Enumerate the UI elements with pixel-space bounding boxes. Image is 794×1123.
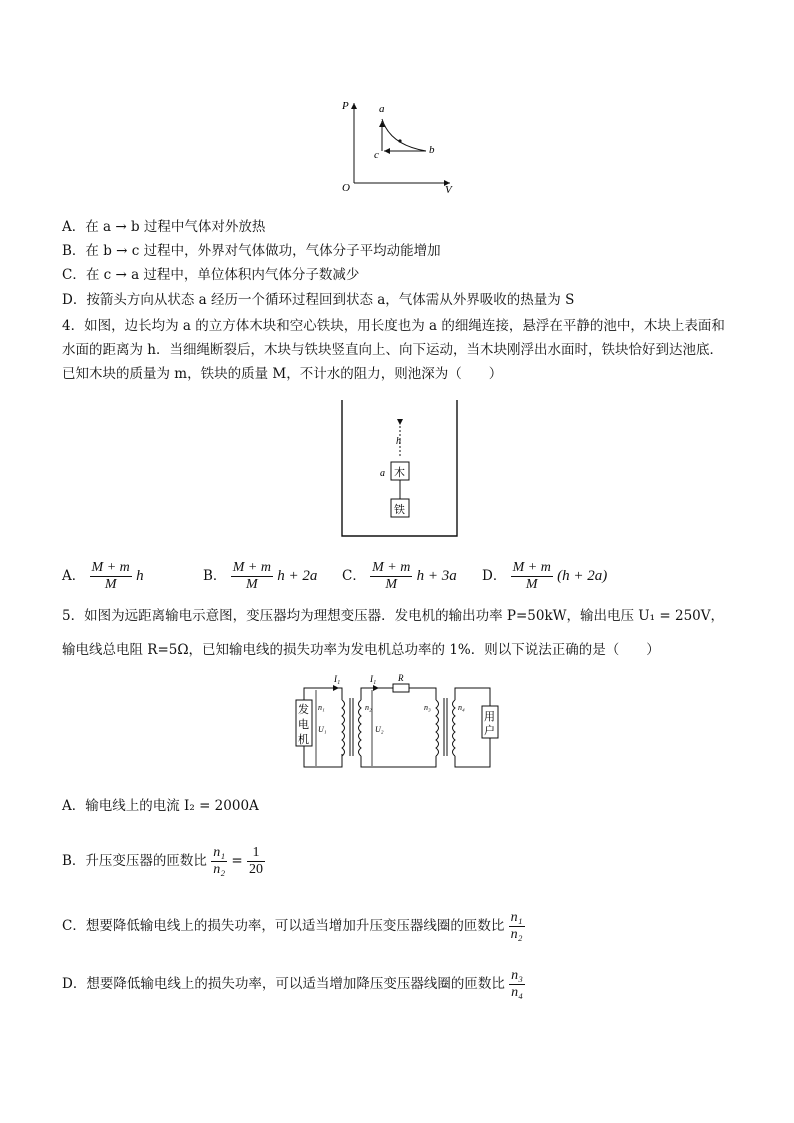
primary-coil-1	[342, 700, 345, 756]
h-label: h	[396, 436, 401, 447]
q5-stem-line1: 5．如图为远距离输电示意图，变压器均为理想变压器．发电机的输出功率 P=50kW，输出电压 U₁ = 250V，	[62, 608, 724, 624]
u2-label: U₂	[375, 725, 384, 734]
q5-option-a: A．输电线上的电流 I₂ = 2000A	[62, 798, 259, 814]
a-label: a	[380, 468, 385, 479]
i1-label: I₁	[334, 674, 341, 684]
p-axis-label: P	[342, 100, 349, 112]
q4-option-c: C． $\frac{M + m}{M}$ h + 3a	[342, 560, 457, 592]
n4-label: n₄	[458, 703, 465, 712]
q5-option-d: D．想要降低输电线上的损失功率，可以适当增加降压变压器线圈的匝数比 $\frac{\text{n₃}}{\text{n₄}}$	[62, 968, 523, 1000]
wood-label: 木	[394, 467, 405, 479]
isotherm-curve-ab	[382, 119, 426, 151]
resistor-r	[393, 684, 409, 692]
q5-stem-line2: 输电线总电阻 R=5Ω，已知输电线的损失功率为发电机总功率的 1%．则以下说法正确的是（ ）	[62, 642, 660, 658]
pv-diagram	[330, 95, 460, 200]
q3-option-b: B．在 b → c 过程中，外界对气体做功，气体分子平均动能增加	[62, 243, 441, 259]
curve-arrow-dot	[398, 139, 401, 142]
tank-diagram	[335, 398, 465, 543]
generator-char-3: 机	[298, 734, 309, 746]
q5-option-b: B．升压变压器的匝数比 $\frac{\text{n₁}}{\text{n₂}}$ = $\frac{1}{20}$	[62, 845, 263, 877]
point-a-label: a	[379, 103, 385, 115]
q4-option-b: B． $\frac{M + m}{M}$ h + 2a	[203, 560, 318, 592]
n2-label: n₂	[365, 703, 372, 712]
origin-label: O	[342, 182, 350, 194]
q5-option-c: C．想要降低输电线上的损失功率，可以适当增加升压变压器线圈的匝数比 $\frac{\text{n₁}}{\text{n₂}}$	[62, 910, 523, 942]
primary-coil-2	[436, 700, 439, 756]
generator-char-2: 电	[298, 719, 309, 731]
point-c-label: c	[374, 149, 379, 161]
generator-char-1: 发	[298, 704, 309, 716]
v-axis-label: V	[445, 184, 452, 196]
user-char-2: 户	[484, 725, 495, 737]
point-b-label: b	[429, 144, 435, 156]
u1-label: U₁	[318, 725, 327, 734]
q3-option-c: C．在 c → a 过程中，单位体积内气体分子数减少	[62, 267, 360, 283]
q4-option-d: D． $\frac{M + m}{M}$ (h + 2a)	[482, 560, 608, 592]
iron-label: 铁	[394, 504, 405, 516]
secondary-coil-1	[359, 700, 362, 756]
q3-option-a: A．在 a → b 过程中气体对外放热	[62, 219, 266, 235]
q4-stem: 4．如图，边长均为 a 的立方体木块和空心铁块，用长度也为 a 的细绳连接，悬浮在平静的池中，木块上表面和水面的距离为 h．当细绳断裂后，木块与铁块竖直向上、向下运动，当木块刚浮出水面时，铁块恰好到达池底．已知木块的质量为 m，铁块的质量 M，不计水的阻力，则池深为（ ）	[62, 318, 725, 382]
r-label: R	[398, 673, 404, 683]
q3-option-d: D．按箭头方向从状态 a 经历一个循环过程回到状态 a，气体需从外界吸收的热量为 S	[62, 292, 575, 308]
transmission-circuit	[290, 670, 505, 775]
q4-option-a: A． $\frac{M + m}{M}$ h	[62, 560, 144, 592]
n1-label: n₁	[318, 703, 325, 712]
secondary-coil-2	[453, 700, 456, 756]
n3-label: n₃	[424, 703, 431, 712]
i2-label: I₁	[370, 674, 377, 684]
user-char-1: 用	[484, 711, 495, 723]
